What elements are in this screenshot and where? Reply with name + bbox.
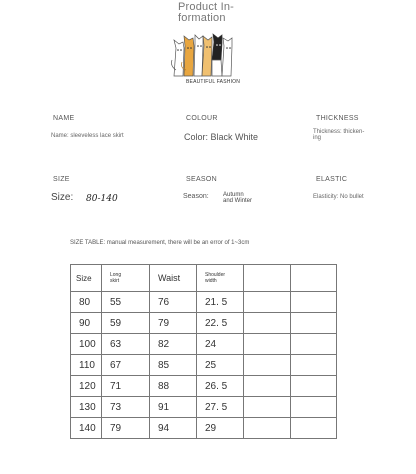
cell-empty <box>291 334 337 355</box>
cell-empty <box>291 418 337 439</box>
cell-size: 140 <box>71 418 102 439</box>
cell-empty <box>244 334 291 355</box>
size-label: SIZE <box>53 176 70 183</box>
header-long-skirt <box>102 265 150 292</box>
header-long-skirt-line2: skirt <box>110 278 120 284</box>
header-empty-2 <box>291 265 337 292</box>
header-waist: Waist <box>150 265 197 292</box>
cell-long-skirt: 71 <box>102 376 150 397</box>
cell-empty <box>244 292 291 313</box>
name-value: Name: sleeveless lace skirt <box>51 133 124 139</box>
size-table-note: SIZE TABLE: manual measurement, there will be an error of 1~3cm <box>70 240 250 246</box>
thickness-value-line2: ing <box>313 135 322 141</box>
cell-empty <box>291 355 337 376</box>
cell-size: 100 <box>71 334 102 355</box>
cell-empty <box>291 292 337 313</box>
cell-empty <box>244 397 291 418</box>
page-title-line1: Product In- <box>178 1 235 13</box>
table-row <box>71 334 337 355</box>
cell-long-skirt: 73 <box>102 397 150 418</box>
season-prefix: Season: <box>183 193 209 200</box>
season-value-line1: Autumn <box>223 192 244 198</box>
cell-size: 120 <box>71 376 102 397</box>
cats-logo-icon <box>166 30 246 80</box>
cell-long-skirt: 55 <box>102 292 150 313</box>
season-value <box>223 192 252 204</box>
cell-shoulder: 26. 5 <box>197 376 244 397</box>
header-size: Size <box>71 265 102 292</box>
name-label: NAME <box>53 115 75 122</box>
cell-waist: 79 <box>150 313 197 334</box>
cell-empty <box>244 418 291 439</box>
table-row <box>71 376 337 397</box>
brand-name: BEAUTIFUL FASHION <box>186 79 241 85</box>
table-row <box>71 292 337 313</box>
cell-shoulder: 25 <box>197 355 244 376</box>
cell-empty <box>244 313 291 334</box>
size-range: 80-140 <box>86 194 118 204</box>
header-shoulder-width <box>197 265 244 292</box>
size-table <box>70 264 337 439</box>
cell-waist: 76 <box>150 292 197 313</box>
header-empty-1 <box>244 265 291 292</box>
cell-long-skirt: 67 <box>102 355 150 376</box>
colour-value: Color: Black White <box>184 132 259 142</box>
cell-long-skirt: 79 <box>102 418 150 439</box>
header-long-skirt-line1: Long <box>110 272 122 278</box>
cell-empty <box>291 376 337 397</box>
elastic-label: ELASTIC <box>316 176 348 183</box>
thickness-label: THICKNESS <box>316 115 359 122</box>
size-prefix: Size: <box>51 192 74 203</box>
cell-size: 90 <box>71 313 102 334</box>
table-row <box>71 355 337 376</box>
cell-shoulder: 29 <box>197 418 244 439</box>
cell-shoulder: 21. 5 <box>197 292 244 313</box>
cell-shoulder: 27. 5 <box>197 397 244 418</box>
thickness-value-line1: Thickness: thicken- <box>313 129 365 135</box>
thickness-value <box>313 129 364 141</box>
cell-empty <box>244 376 291 397</box>
cell-waist: 85 <box>150 355 197 376</box>
cell-waist: 91 <box>150 397 197 418</box>
table-header-row <box>71 265 337 292</box>
header-shoulder-line1: Shoulder <box>205 272 226 278</box>
cell-long-skirt: 63 <box>102 334 150 355</box>
cell-size: 110 <box>71 355 102 376</box>
season-value-line2: and Winter <box>223 198 253 204</box>
table-row <box>71 397 337 418</box>
colour-label: COLOUR <box>186 115 218 122</box>
cell-shoulder: 22. 5 <box>197 313 244 334</box>
table-row <box>71 313 337 334</box>
cell-long-skirt: 59 <box>102 313 150 334</box>
page-title-line2: formation <box>178 12 226 24</box>
cell-empty <box>291 313 337 334</box>
cell-shoulder: 24 <box>197 334 244 355</box>
cell-waist: 94 <box>150 418 197 439</box>
table-row <box>71 418 337 439</box>
elastic-value: Elasticity: No bullet <box>313 194 364 200</box>
cell-empty <box>244 355 291 376</box>
cell-empty <box>291 397 337 418</box>
page-title <box>178 2 268 24</box>
cell-waist: 88 <box>150 376 197 397</box>
header-shoulder-line2: width <box>205 278 217 284</box>
cell-waist: 82 <box>150 334 197 355</box>
cell-size: 80 <box>71 292 102 313</box>
cell-size: 130 <box>71 397 102 418</box>
season-label: SEASON <box>186 176 217 183</box>
